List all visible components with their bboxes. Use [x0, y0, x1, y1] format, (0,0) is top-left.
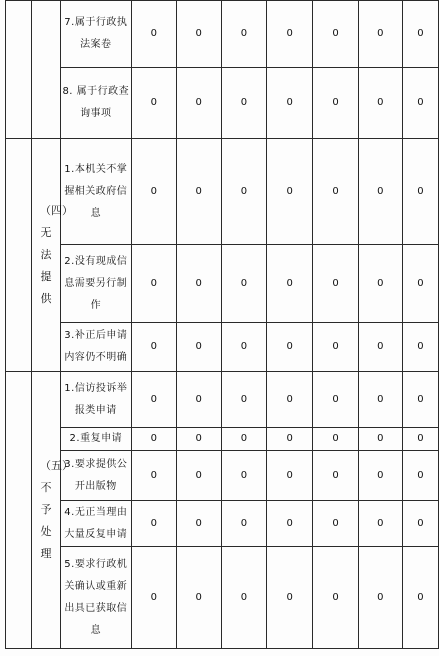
value-cell: 0	[221, 139, 267, 245]
value-cell: 0	[313, 68, 359, 139]
row-label: 2.没有现成信息需要另行制作	[64, 255, 128, 311]
outer-empty-cell	[6, 372, 32, 649]
value-cell: 0	[221, 451, 267, 501]
row-label: 4.无正当理由大量反复申请	[64, 506, 128, 540]
row-label: 5.要求行政机关确认或重新出具已获取信息	[64, 558, 128, 636]
value-cell: 0	[131, 139, 176, 245]
value-cell: 0	[402, 245, 438, 323]
category-cell	[32, 139, 73, 372]
value-cell: 0	[313, 1, 359, 68]
value-cell: 0	[358, 1, 402, 68]
value-cell: 0	[131, 547, 176, 649]
value-cell: 0	[267, 139, 313, 245]
table-row	[6, 372, 439, 428]
value-cell: 0	[313, 547, 359, 649]
value-cell: 0	[402, 323, 438, 372]
value-cell: 0	[313, 428, 359, 451]
value-cell: 0	[131, 501, 176, 547]
value-cell: 0	[131, 323, 176, 372]
category-cell	[32, 1, 61, 139]
outer-empty-cell	[6, 1, 32, 139]
value-cell: 0	[358, 139, 402, 245]
value-cell: 0	[176, 547, 221, 649]
value-cell: 0	[131, 372, 176, 428]
value-cell: 0	[131, 245, 176, 323]
value-cell: 0	[221, 501, 267, 547]
table-row	[6, 451, 439, 501]
value-cell: 0	[221, 547, 267, 649]
value-cell: 0	[402, 501, 438, 547]
row-label-cell	[60, 323, 131, 372]
value-cell: 0	[358, 245, 402, 323]
row-label-cell	[60, 68, 131, 139]
table-row	[6, 1, 439, 68]
value-cell: 0	[221, 428, 267, 451]
value-cell: 0	[267, 1, 313, 68]
value-cell: 0	[313, 323, 359, 372]
value-cell: 0	[358, 428, 402, 451]
row-label-cell	[60, 372, 131, 428]
category-label: （五）不予处理	[39, 458, 73, 560]
value-cell: 0	[267, 68, 313, 139]
value-cell: 0	[402, 139, 438, 245]
value-cell: 0	[176, 501, 221, 547]
row-label-cell	[60, 428, 131, 451]
row-label: 3.要求提供公开出版物	[64, 458, 128, 492]
value-cell: 0	[267, 451, 313, 501]
row-label-cell	[60, 245, 131, 323]
value-cell: 0	[402, 68, 438, 139]
value-cell: 0	[358, 68, 402, 139]
value-cell: 0	[358, 501, 402, 547]
table-row	[6, 323, 439, 372]
value-cell: 0	[176, 372, 221, 428]
value-cell: 0	[131, 451, 176, 501]
row-label-cell	[60, 1, 131, 68]
table-row	[6, 501, 439, 547]
value-cell: 0	[176, 428, 221, 451]
row-label: 2.重复申请	[69, 433, 123, 444]
value-cell: 0	[131, 1, 176, 68]
value-cell: 0	[313, 139, 359, 245]
table-row	[6, 547, 439, 649]
value-cell: 0	[313, 245, 359, 323]
row-label: 8. 属于行政查询事项	[62, 86, 130, 119]
row-label: 3.补正后申请内容仍不明确	[64, 330, 128, 363]
value-cell: 0	[267, 428, 313, 451]
value-cell: 0	[358, 372, 402, 428]
value-cell: 0	[131, 68, 176, 139]
value-cell: 0	[176, 139, 221, 245]
value-cell: 0	[402, 547, 438, 649]
value-cell: 0	[221, 1, 267, 68]
table-row	[6, 139, 439, 245]
row-label-cell	[60, 501, 131, 547]
value-cell: 0	[131, 428, 176, 451]
row-label: 1.本机关不掌握相关政府信息	[64, 163, 128, 219]
value-cell: 0	[221, 68, 267, 139]
value-cell: 0	[267, 372, 313, 428]
value-cell: 0	[358, 451, 402, 501]
value-cell: 0	[221, 372, 267, 428]
value-cell: 0	[402, 1, 438, 68]
value-cell: 0	[402, 428, 438, 451]
value-cell: 0	[358, 547, 402, 649]
row-label-cell	[60, 451, 131, 501]
value-cell: 0	[176, 68, 221, 139]
value-cell: 0	[176, 1, 221, 68]
outer-empty-cell	[6, 139, 32, 372]
row-label-cell	[60, 547, 131, 649]
value-cell: 0	[221, 323, 267, 372]
value-cell: 0	[267, 547, 313, 649]
row-label: 7.属于行政执法案卷	[64, 17, 128, 50]
category-label: （四）无法提供	[39, 203, 73, 305]
row-label-cell	[60, 139, 131, 245]
category-cell	[32, 372, 73, 649]
value-cell: 0	[402, 451, 438, 501]
value-cell: 0	[313, 372, 359, 428]
table-row	[6, 68, 439, 139]
table-row	[6, 245, 439, 323]
value-cell: 0	[267, 501, 313, 547]
row-label: 1.信访投诉举报类申请	[64, 382, 128, 416]
value-cell: 0	[221, 245, 267, 323]
value-cell: 0	[267, 323, 313, 372]
value-cell: 0	[402, 372, 438, 428]
table-row	[6, 428, 439, 451]
value-cell: 0	[267, 245, 313, 323]
value-cell: 0	[176, 451, 221, 501]
value-cell: 0	[313, 501, 359, 547]
value-cell: 0	[176, 323, 221, 372]
disclosure-table	[5, 0, 439, 649]
value-cell: 0	[313, 451, 359, 501]
value-cell: 0	[176, 245, 221, 323]
value-cell: 0	[358, 323, 402, 372]
